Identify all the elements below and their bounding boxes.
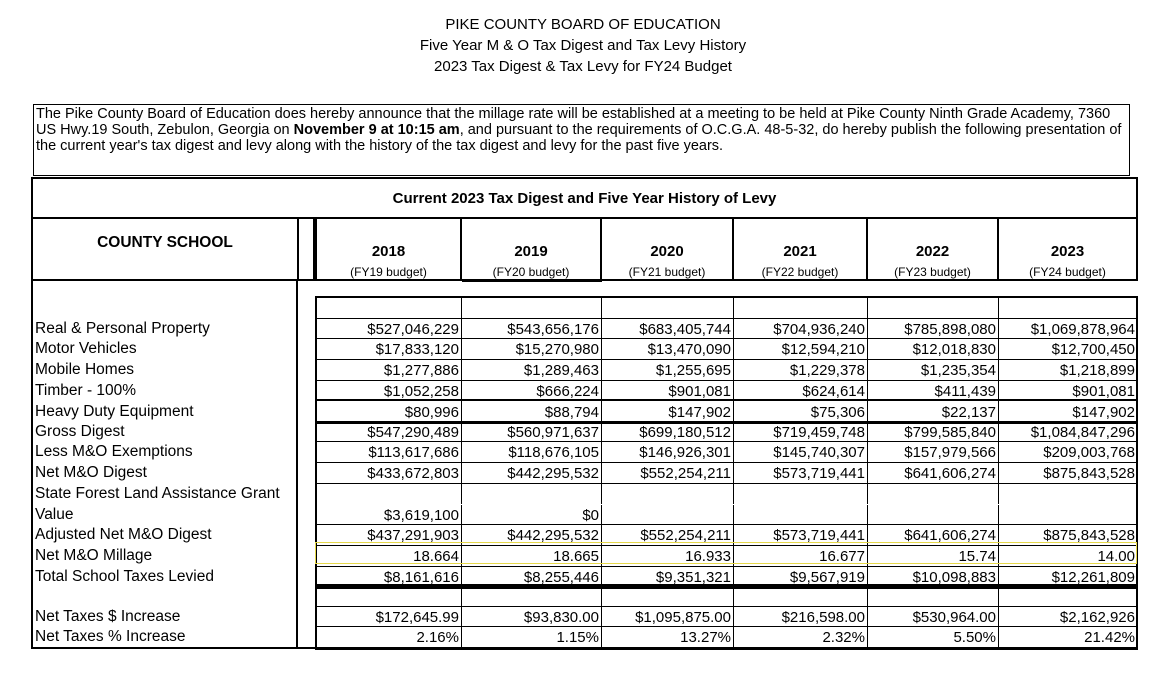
table-cell [462,484,602,505]
table-cell: $1,095,875.00 [602,607,734,628]
blank-cell [868,298,999,319]
row-label: Timber - 100% [35,381,137,399]
meeting-notice [33,104,1130,176]
row-label: State Forest Land Assistance Grant [35,484,280,502]
table-cell: $157,979,566 [868,442,999,463]
table-cell: $147,902 [999,402,1138,423]
table-cell [602,505,734,526]
row-label: Heavy Duty Equipment [35,402,194,420]
notice-text-after: , and pursuant to the requirements of O.C.G.A. 48-5-32, do hereby publish the following presentation of the current year's tax digest and levy along with the history of the tax digest and levy for the past five years. [36,122,1122,154]
blank-cell [602,298,734,319]
table-cell: 1.15% [462,627,602,648]
blank-cell [868,401,999,422]
row-label: Value [35,505,74,523]
row-label: Adjusted Net M&O Digest [35,526,212,544]
table-cell: $411,439 [868,381,999,402]
table-cell: 16.677 [734,546,868,567]
table-cell: $624,614 [734,381,868,402]
table-cell: $1,229,378 [734,360,868,381]
table-cell: $552,254,211 [602,463,734,484]
column-fiscal-year: (FY22 budget) [761,265,839,279]
header-subtitle: Five Year M & O Tax Digest and Tax Levy History [419,37,747,54]
table-cell: $80,996 [315,402,462,423]
table-cell [999,484,1138,505]
table-cell: $9,567,919 [734,567,868,588]
table-cell: $216,598.00 [734,607,868,628]
row-label: Net Taxes % Increase [35,628,186,646]
table-cell: $1,218,899 [999,360,1138,381]
blank-cell [999,401,1138,422]
table-cell: 18.665 [462,546,602,567]
table-cell: $641,606,274 [868,463,999,484]
row-label: Total School Taxes Levied [35,567,214,585]
millage-row-highlight [315,542,1137,564]
column-fiscal-year: (FY19 budget) [350,265,427,279]
header-underline [462,280,602,282]
table-cell: $719,459,748 [734,422,868,443]
column-year: 2021 [783,243,817,260]
row-label: Mobile Homes [35,361,135,379]
blank-cell [602,401,734,422]
row-label: Motor Vehicles [35,340,137,358]
document-header [0,14,1166,77]
table-cell: $560,971,637 [462,422,602,443]
header-budget-line: 2023 Tax Digest & Tax Levy for FY24 Budget [434,58,732,75]
blank-cell [602,586,734,607]
table-title: Current 2023 Tax Digest and Five Year History of Levy [33,179,1136,219]
table-cell: $573,719,441 [734,525,868,546]
table-cell: $785,898,080 [868,319,999,340]
table-cell: $146,926,301 [602,442,734,463]
table-cell: $15,270,980 [462,339,602,360]
blank-cell [868,586,999,607]
table-cell: $1,235,354 [868,360,999,381]
table-cell: $17,833,120 [315,339,462,360]
table-cell: 18.664 [315,546,462,567]
table-cell: $683,405,744 [602,319,734,340]
table-cell: $209,003,768 [999,442,1138,463]
blank-cell [999,586,1138,607]
table-cell: 15.74 [868,546,999,567]
table-cell: $0 [462,505,602,526]
table-cell: 13.27% [602,627,734,648]
blank-cell [462,586,602,607]
table-cell: $118,676,105 [462,442,602,463]
table-cell: $552,254,211 [602,525,734,546]
table-cell: $442,295,532 [462,463,602,484]
table-cell: $1,069,878,964 [999,319,1138,340]
column-fiscal-year: (FY21 budget) [628,265,706,279]
table-cell: $1,255,695 [602,360,734,381]
table-cell: $93,830.00 [462,607,602,628]
table-cell: $1,289,463 [462,360,602,381]
table-cell: 21.42% [999,627,1138,648]
table-cell: $433,672,803 [315,463,462,484]
data-grid-group3 [315,584,1138,650]
table-cell: $8,255,446 [462,567,602,588]
column-header-2020 [602,219,734,281]
table-cell [315,484,462,505]
table-cell [999,505,1138,526]
table-cell: $875,843,528 [999,463,1138,484]
table-header-box [31,177,1138,281]
table-cell: $1,277,886 [315,360,462,381]
blank-cell [315,401,462,422]
table-cell: 2.16% [315,627,462,648]
column-year: 2022 [915,243,950,260]
column-header-2021 [734,219,868,281]
notice-text-before: The Pike County Board of Education does hereby announce that the millage rate will be established at a meeting to be held at Pike County Ninth Grade Academy, 7360 US Hwy.19 South, Zebulon, Georgia on [36,106,1111,138]
table-cell: $3,619,100 [315,505,462,526]
table-cell: $901,081 [999,381,1138,402]
table-cell: $10,098,883 [868,567,999,588]
row-label: Net Taxes $ Increase [35,607,181,625]
table-cell: $1,052,258 [315,381,462,402]
table-cell: 14.00 [999,546,1138,567]
table-cell: $442,295,532 [462,525,602,546]
blank-cell [734,401,868,422]
column-header-2019 [462,219,602,281]
blank-cell [734,298,868,319]
table-cell: $547,290,489 [315,422,462,443]
table-cell: $172,645.99 [315,607,462,628]
table-frame-line [31,647,1138,649]
column-fiscal-year: (FY23 budget) [894,265,971,279]
table-cell: 5.50% [868,627,999,648]
column-year: 2020 [650,243,684,260]
table-cell: $12,018,830 [868,339,999,360]
table-cell [868,505,999,526]
table-cell: $8,161,616 [315,567,462,588]
table-cell [734,505,868,526]
row-header-county-school: COUNTY SCHOOL [97,234,233,251]
table-cell: $113,617,686 [315,442,462,463]
column-year: 2018 [371,243,406,260]
table-cell: $530,964.00 [868,607,999,628]
table-cell: $641,606,274 [868,525,999,546]
column-header-2022 [868,219,999,281]
table-cell: $2,162,926 [999,607,1138,628]
table-cell: $1,084,847,296 [999,422,1138,443]
table-cell: $437,291,903 [315,525,462,546]
table-cell: $12,700,450 [999,339,1138,360]
row-label: Net M&O Digest [35,464,147,482]
table-cell: $799,585,840 [868,422,999,443]
blank-cell [462,298,602,319]
table-cell: $527,046,229 [315,319,462,340]
notice-date-time: November 9 at 10:15 am [293,122,460,138]
table-cell: $12,261,809 [999,567,1138,588]
blank-cell [315,586,462,607]
table-cell: $88,794 [462,402,602,423]
blank-cell [734,586,868,607]
table-cell: $699,180,512 [602,422,734,443]
table-cell: 2.32% [734,627,868,648]
table-cell: $13,470,090 [602,339,734,360]
table-frame-line [296,281,298,649]
table-cell [602,484,734,505]
row-label: Less M&O Exemptions [35,443,193,461]
table-cell: $666,224 [462,381,602,402]
column-fiscal-year: (FY24 budget) [1029,265,1106,279]
row-label: Gross Digest [35,422,125,440]
column-year: 2023 [1050,243,1085,260]
table-cell: $147,902 [602,402,734,423]
blank-cell [462,401,602,422]
table-frame-line [31,281,33,649]
table-cell: $145,740,307 [734,442,868,463]
column-header-2018 [315,219,462,281]
table-cell: $75,306 [734,402,868,423]
table-cell: $22,137 [868,402,999,423]
table-cell: $573,719,441 [734,463,868,484]
table-cell: $543,656,176 [462,319,602,340]
table-cell [868,484,999,505]
table-cell: $901,081 [602,381,734,402]
table-cell: $12,594,210 [734,339,868,360]
row-label: Net M&O Millage [35,546,153,564]
table-cell: $875,843,528 [999,525,1138,546]
column-fiscal-year: (FY20 budget) [492,265,570,279]
header-org-name: PIKE COUNTY BOARD OF EDUCATION [445,16,721,33]
column-year: 2019 [514,243,548,260]
blank-cell [315,298,462,319]
table-cell: $9,351,321 [602,567,734,588]
table-cell: 16.933 [602,546,734,567]
column-header-2023 [999,219,1138,281]
row-label: Real & Personal Property [35,319,210,337]
table-cell [734,484,868,505]
header-divider [297,219,315,281]
blank-cell [999,298,1138,319]
table-cell: $704,936,240 [734,319,868,340]
